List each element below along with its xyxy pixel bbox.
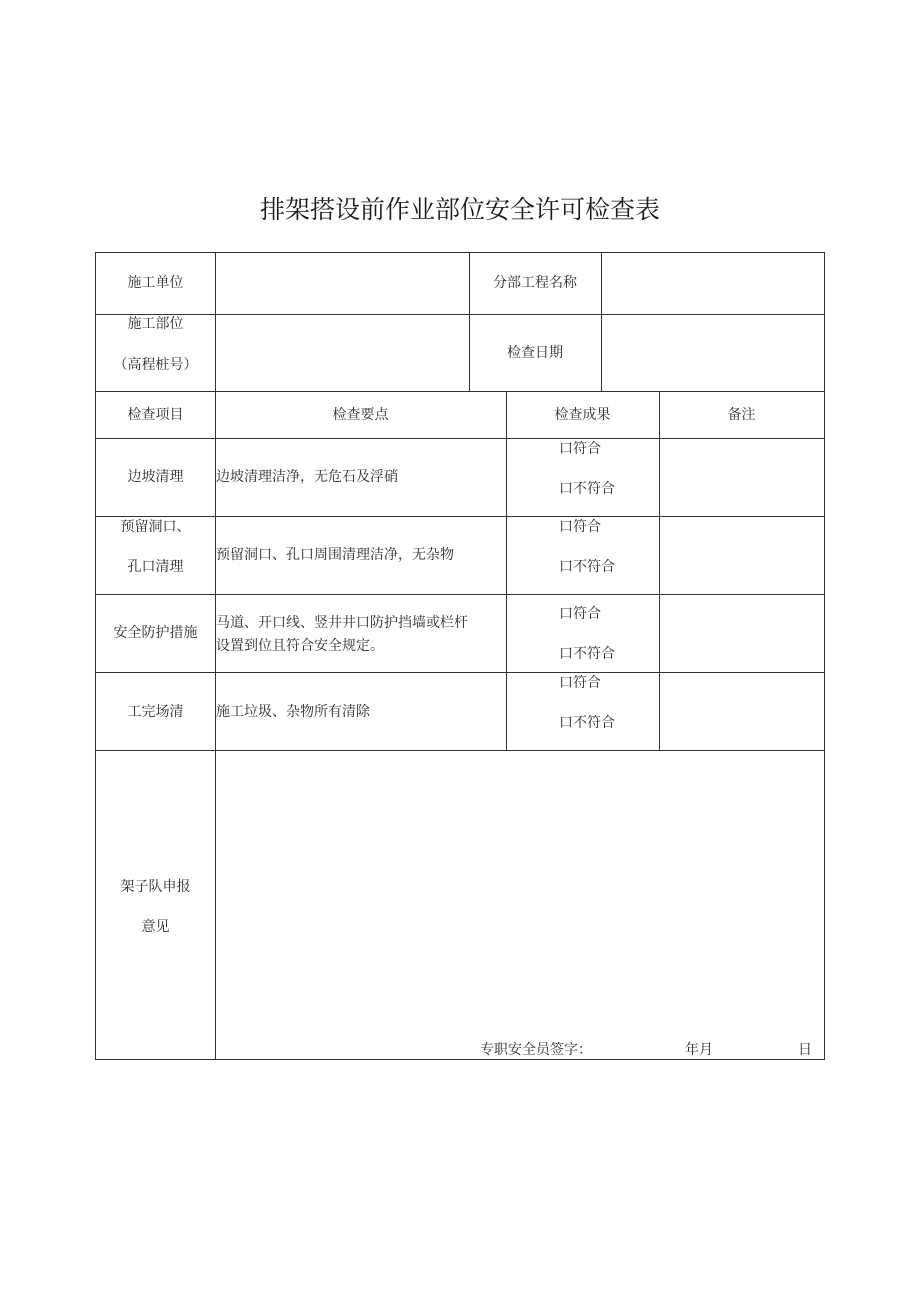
unit-label: 施工单位	[127, 275, 184, 291]
subproject-field[interactable]	[606, 273, 820, 293]
inspection-table	[95, 252, 825, 1060]
subproject-label: 分部工程名称	[493, 275, 577, 291]
row-divider	[96, 750, 824, 751]
row3-item: 安全防护措施	[113, 625, 198, 641]
row4-point: 施工垃圾、杂物所有清除	[216, 704, 370, 720]
date-label: 检查日期	[507, 345, 563, 361]
location-field[interactable]	[220, 343, 464, 363]
opinion-content[interactable]	[220, 758, 820, 1028]
row3-pass-checkbox[interactable]: 口符合	[559, 606, 601, 622]
row2-remark[interactable]	[664, 545, 819, 565]
location-label-line1: 施工部位	[127, 316, 184, 332]
row1-point: 边坡清理洁净，无危石及浮硝	[216, 469, 398, 485]
opinion-label-line2: 意见	[141, 919, 170, 935]
row-divider	[96, 438, 824, 439]
unit-field[interactable]	[220, 273, 464, 293]
col-divider	[215, 253, 216, 1059]
year-month-label: 年月	[685, 1042, 713, 1058]
page-title: 排架搭设前作业部位安全许可检查表	[259, 195, 660, 224]
row4-item: 工完场清	[127, 704, 184, 720]
row-divider	[96, 672, 824, 673]
row2-item-line2: 孔口清理	[127, 559, 184, 575]
row4-pass-checkbox[interactable]: 口符合	[559, 675, 601, 691]
row3-fail-checkbox[interactable]: 口不符合	[559, 646, 615, 662]
col-divider	[506, 391, 507, 750]
row-divider	[96, 594, 824, 595]
row3-point-line2: 设置到位且符合安全规定。	[216, 638, 384, 654]
col-divider	[659, 391, 660, 750]
col-header-points: 检查要点	[332, 407, 389, 423]
row3-point-line1: 马道、开口线、竖井井口防护挡墙或栏杆	[216, 615, 468, 631]
row1-remark[interactable]	[664, 467, 819, 487]
location-label-line2: （高程桩号）	[113, 357, 198, 373]
row3-remark[interactable]	[664, 623, 819, 643]
col-header-remark: 备注	[727, 407, 756, 423]
signature-label: 专职安全员签字：	[480, 1042, 592, 1058]
row2-point: 预留洞口、孔口周围清理洁净，无杂物	[216, 547, 454, 563]
row2-item-line1: 预留洞口、	[120, 519, 191, 535]
row4-remark[interactable]	[664, 702, 819, 722]
row2-fail-checkbox[interactable]: 口不符合	[559, 559, 615, 575]
opinion-label-line1: 架子队申报	[120, 879, 191, 895]
row-divider	[96, 391, 824, 392]
day-label: 日	[798, 1042, 812, 1058]
row4-fail-checkbox[interactable]: 口不符合	[559, 715, 615, 731]
col-header-result: 检查成果	[554, 407, 611, 423]
date-field[interactable]	[606, 343, 820, 363]
col-header-item: 检查项目	[127, 407, 184, 423]
row1-pass-checkbox[interactable]: 口符合	[559, 441, 601, 457]
col-divider	[601, 253, 602, 391]
row1-item: 边坡清理	[127, 469, 184, 485]
row1-fail-checkbox[interactable]: 口不符合	[559, 481, 615, 497]
row2-pass-checkbox[interactable]: 口符合	[559, 519, 601, 535]
